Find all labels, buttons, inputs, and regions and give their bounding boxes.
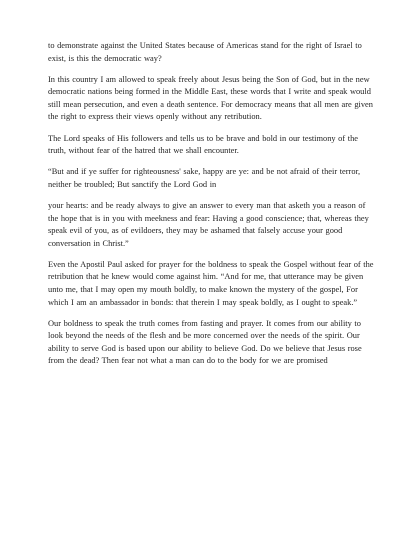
paragraph: In this country I am allowed to speak freely about Jesus being the Son of God, but in the new democratic nations being formed in the Middle East, these words that I write and speak would still mean persecution, and even a death sentence. For democracy means that all men are given the right to express their views openly without any retribution. [48,74,373,122]
paragraph: The Lord speaks of His followers and tells us to be brave and bold in our testimony of the truth, without fear of the hatred that we shall encounter. [48,133,358,156]
paragraph: Our boldness to speak the truth comes from fasting and prayer. It comes from our ability to look beyond the needs of the flesh and be more concerned over the needs of the spirit. Our ability to serve God is based upon our ability to believe God. Do we believe that Jesus rose from the dead? Then fear not what a man can do to the body for we are promised [48,318,362,366]
paragraph: your hearts: and be ready always to give an answer to every man that asketh you a reason of the hope that is in you with meekness and fear: Having a good conscience; that, whereas they speak evil of you, as of evildoers, they may be ashamed that falsely accuse your good conversation in Christ.” [48,200,369,248]
paragraph: “But and if ye suffer for righteousness' sake, happy are ye: and be not afraid of their terror, neither be troubled; But sanctify the Lord God in [48,167,361,189]
paragraph: to demonstrate against the United States because of Americas stand for the right of Israel to exist, is this the democratic way? [48,41,362,63]
paragraph: Even the Apostil Paul asked for prayer for the boldness to speak the Gospel without fear of the retribution that he knew would come against him. “And for me, that utterance may be given unto me, that I may open my mouth boldly, to make known the mystery of the gospel, For which I am an ambassador in bonds: that therein I may speak boldly, as I ought to speak.” [48,259,374,307]
